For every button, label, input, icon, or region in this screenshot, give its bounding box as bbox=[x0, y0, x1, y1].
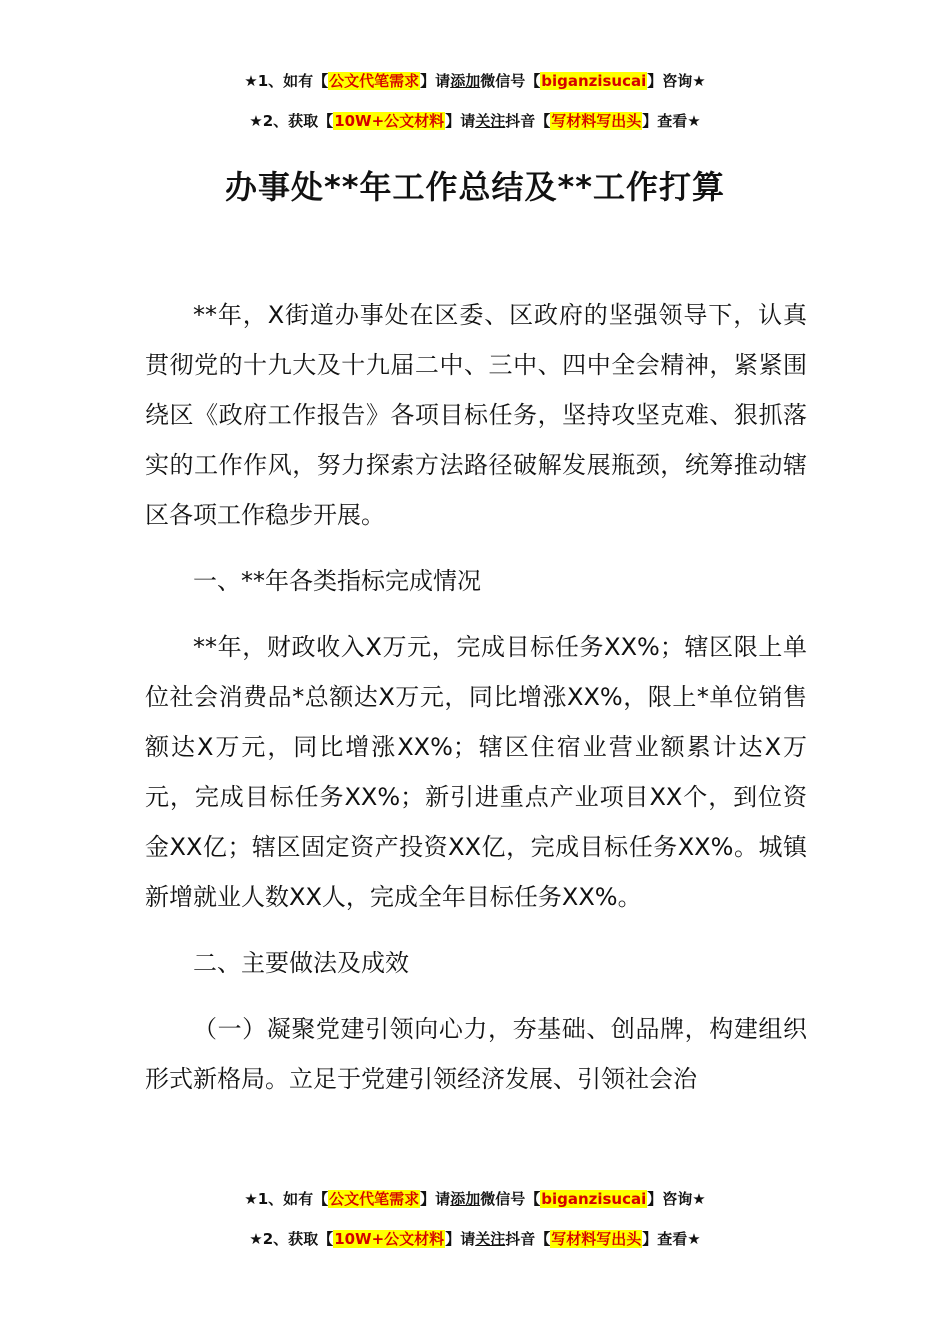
footer-promo-line-2: ★2、获取【10W+公文材料】请关注抖音【写材料写出头】查看★ bbox=[249, 1230, 701, 1248]
document-title: 办事处**年工作总结及**工作打算 bbox=[225, 168, 725, 206]
paragraph-intro: **年，X街道办事处在区委、区政府的坚强领导下，认真贯彻党的十九大及十九届二中、三中、四中全会精神，紧紧围绕区《政府工作报告》各项目标任务，坚持攻坚克难、狠抓落实的工作作风，努力探索方法路径破解发展瓶颈，统筹推动辖区各项工作稳步开展。 bbox=[145, 301, 807, 529]
highlight-service: 公文代笔需求 bbox=[329, 72, 420, 90]
section-heading-2: 二、主要做法及成效 bbox=[193, 949, 409, 977]
footer-promo-line-1: ★1、如有【公文代笔需求】请添加微信号【biganzisucai】咨询★ bbox=[244, 1190, 706, 1208]
document-body bbox=[145, 290, 807, 1120]
highlight-wechat-id: biganzisucai bbox=[541, 72, 647, 90]
header-promo-line-2: ★2、获取【10W+公文材料】请关注抖音【写材料写出头】查看★ bbox=[249, 112, 701, 130]
highlight-douyin-id: 写材料写出头 bbox=[551, 112, 642, 130]
header-promo-line-1: ★1、如有【公文代笔需求】请添加微信号【biganzisucai】咨询★ bbox=[244, 72, 706, 90]
paragraph-indicators: **年，财政收入X万元，完成目标任务XX%；辖区限上单位社会消费品*总额达X万元，同比增涨XX%，限上*单位销售额达X万元，同比增涨XX%；辖区住宿业营业额累计达X万元，完成目标任务XX%；新引进重点产业项目XX个，到位资金XX亿；辖区固定资产投资XX亿，完成目标任务XX%。城镇新增就业人数XX人，完成全年目标任务XX%。 bbox=[145, 633, 807, 911]
paragraph-party-building: （一）凝聚党建引领向心力，夯基础、创品牌，构建组织形式新格局。立足于党建引领经济发展、引领社会治 bbox=[145, 1015, 807, 1093]
highlight-materials: 10W+公文材料 bbox=[334, 112, 445, 130]
section-heading-1: 一、**年各类指标完成情况 bbox=[193, 567, 481, 595]
